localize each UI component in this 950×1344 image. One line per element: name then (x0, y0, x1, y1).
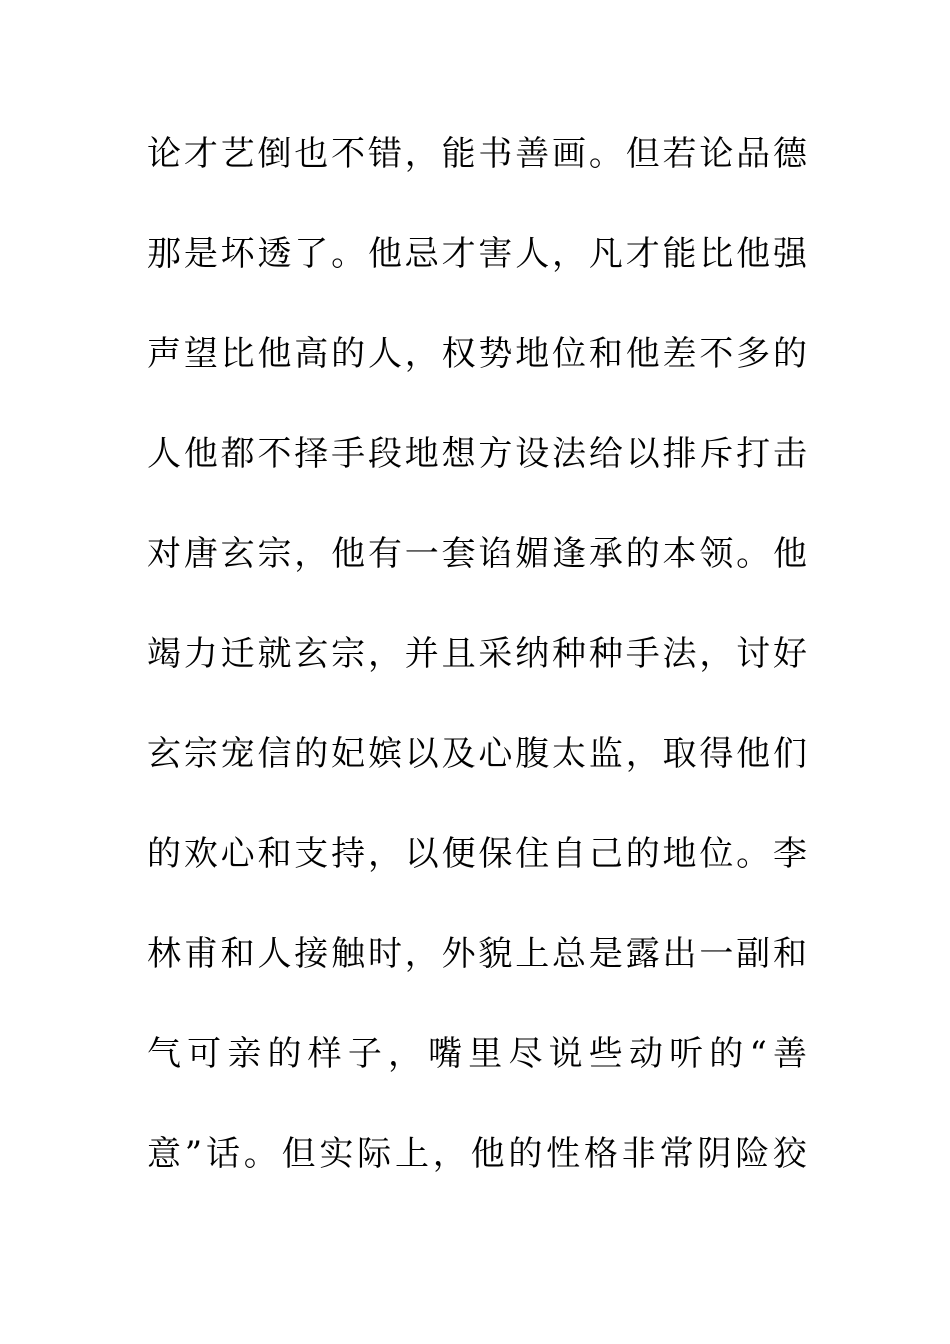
text-line: 林甫和人接触时，外貌上总是露出一副和 (147, 934, 807, 974)
text-line: 玄宗宠信的妃嫔以及心腹太监，取得他们 (147, 734, 807, 774)
text-line: 竭力迁就玄宗，并且采纳种种手法，讨好 (147, 634, 807, 674)
text-line: 意”话。但实际上，他的性格非常阴险狡 (147, 1134, 807, 1174)
text-line: 对唐玄宗，他有一套谄媚逢承的本领。他 (147, 534, 807, 574)
text-line: 人他都不择手段地想方设法给以排斥打击 (147, 434, 807, 474)
text-line: 的欢心和支持，以便保住自己的地位。李 (147, 834, 807, 874)
text-line: 气可亲的样子，嘴里尽说些动听的“善 (147, 1034, 807, 1074)
body-text (147, 128, 807, 1228)
text-line: 那是坏透了。他忌才害人，凡才能比他强 (147, 234, 807, 274)
text-line: 论才艺倒也不错，能书善画。但若论品德 (147, 134, 807, 174)
text-line: 声望比他高的人，权势地位和他差不多的 (147, 334, 807, 374)
